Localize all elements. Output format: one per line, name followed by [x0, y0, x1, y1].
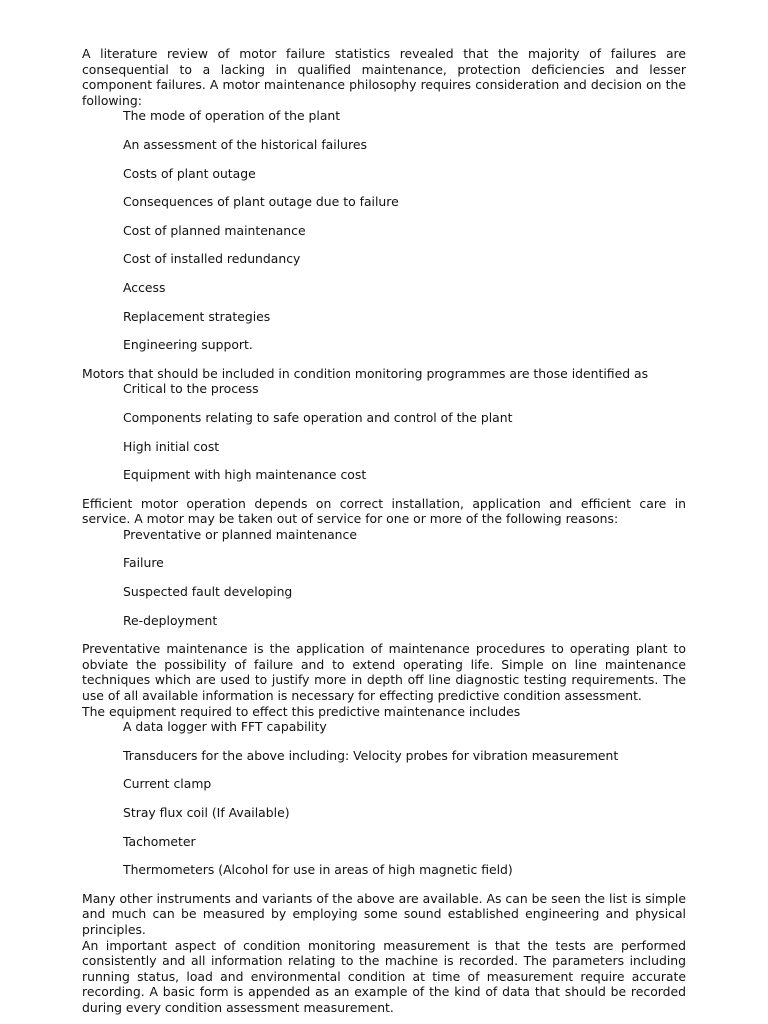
list-item: High initial cost: [123, 438, 220, 454]
list-item: Equipment with high maintenance cost: [123, 467, 367, 483]
philosophy-list: [82, 108, 686, 352]
list-item: Stray flux coil (If Available): [123, 805, 290, 820]
list-item: Critical to the process: [123, 381, 259, 397]
aspect-paragraph: An important aspect of condition monitoring measurement is that the tests are performed consistently and all information relating to the machine is recorded. The parameters including running status, load and environmental condition at time of measurement require accurate recording. A basic form is appended as an example of the kind of data that should be recorded during every condition assessment measurement.: [82, 937, 686, 1015]
list-item: Cost of installed redundancy: [123, 251, 301, 267]
list-item: Current clamp: [123, 776, 212, 792]
list-item: Replacement strategies: [123, 308, 271, 324]
list-item: Consequences of plant outage due to failure: [123, 194, 399, 210]
list-item: A data logger with FFT capability: [123, 719, 327, 735]
list-item: Cost of planned maintenance: [123, 222, 306, 238]
list-item: Tachometer: [123, 833, 196, 849]
list-item: Costs of plant outage: [123, 165, 256, 181]
document-page: [82, 46, 686, 1016]
intro-paragraph: A literature review of motor failure statistics revealed that the majority of failures are consequential to a lacking in qualified maintenance, protection deficiencies and lesser component failures. A motor maintenance philosophy requires consideration and decision on the following:: [82, 46, 686, 108]
monitoring-intro-paragraph: Motors that should be included in condition monitoring programmes are those identified as: [82, 365, 649, 381]
list-item: Suspected fault developing: [123, 584, 293, 600]
list-item: Thermometers (Alcohol for use in areas of high magnetic field): [123, 862, 513, 878]
list-item: Engineering support.: [123, 337, 253, 353]
list-item: Transducers for the above including: Velocity probes for vibration measurement: [123, 747, 619, 763]
list-item: Access: [123, 279, 166, 295]
instruments-paragraph: Many other instruments and variants of the above are available. As can be seen the list is simple and much can be measured by employing some sound established engineering and physical principles.: [82, 890, 686, 937]
list-item: Components relating to safe operation and control of the plant: [123, 409, 513, 425]
preventative-paragraph: Preventative maintenance is the application of maintenance procedures to operating plant to obviate the possibility of failure and to extend operating life. Simple on line maintenance techniques which are used to justify more in depth off line diagnostic testing requirements. The use of all available information is necessary for effecting predictive condition assessment.: [82, 641, 686, 704]
list-item: The mode of operation of the plant: [123, 108, 341, 124]
reasons-list: [82, 527, 686, 628]
equipment-list: [82, 719, 686, 878]
equipment-intro-paragraph: The equipment required to effect this predictive maintenance includes: [82, 703, 521, 719]
operation-intro-paragraph: Efficient motor operation depends on correct installation, application and efficient care in service. A motor may be taken out of service for one or more of the following reasons:: [82, 495, 686, 527]
list-item: Re-deployment: [123, 612, 218, 628]
list-item: An assessment of the historical failures: [123, 136, 367, 152]
monitoring-list: [82, 381, 686, 482]
list-item: Failure: [123, 555, 164, 571]
list-item: Preventative or planned maintenance: [123, 526, 357, 542]
